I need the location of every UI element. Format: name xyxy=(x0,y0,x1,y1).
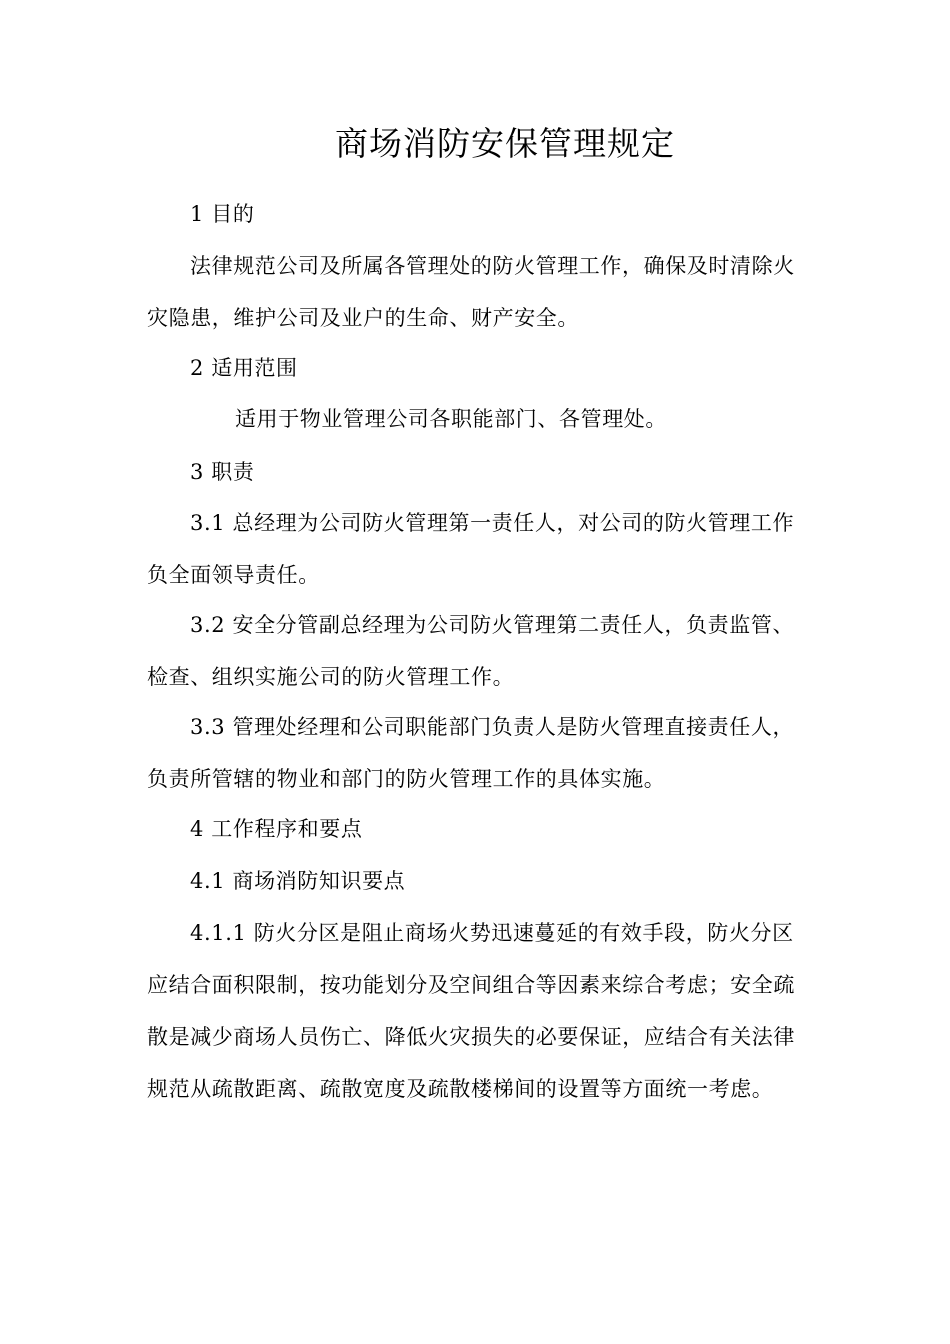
section-heading-responsibilities: 3 职责 xyxy=(190,460,255,484)
paragraph-responsibility-3-3: 3.3 管理处经理和公司职能部门负责人是防火管理直接责任人，负责所管辖的物业和部门的防火管理工作的具体实施。 xyxy=(147,715,795,791)
paragraph-fire-knowledge-4-1-1: 4.1.1 防火分区是阻止商场火势迅速蔓延的有效手段，防火分区应结合面积限制，按功能划分及空间组合等因素来综合考虑；安全疏散是减少商场人员伤亡、降低火灾损失的必要保证，应结合有关法律规范从疏散距离、疏散宽度及疏散楼梯间的设置等方面统一考虑。 xyxy=(147,921,795,1101)
section-heading-purpose: 1 目的 xyxy=(190,202,255,226)
paragraph-responsibility-3-1: 3.1 总经理为公司防火管理第一责任人，对公司的防火管理工作负全面领导责任。 xyxy=(147,511,795,587)
paragraph-purpose: 法律规范公司及所属各管理处的防火管理工作，确保及时清除火灾隐患，维护公司及业户的生命、财产安全。 xyxy=(147,254,795,330)
document-title: 商场消防安保管理规定 xyxy=(335,124,675,163)
paragraph-scope: 适用于物业管理公司各职能部门、各管理处。 xyxy=(235,407,667,431)
section-heading-procedures: 4 工作程序和要点 xyxy=(190,817,363,841)
subsection-heading-fire-knowledge: 4.1 商场消防知识要点 xyxy=(190,869,406,893)
section-heading-scope: 2 适用范围 xyxy=(190,356,298,380)
paragraph-responsibility-3-2: 3.2 安全分管副总经理为公司防火管理第二责任人，负责监管、检查、组织实施公司的防火管理工作。 xyxy=(147,613,795,689)
